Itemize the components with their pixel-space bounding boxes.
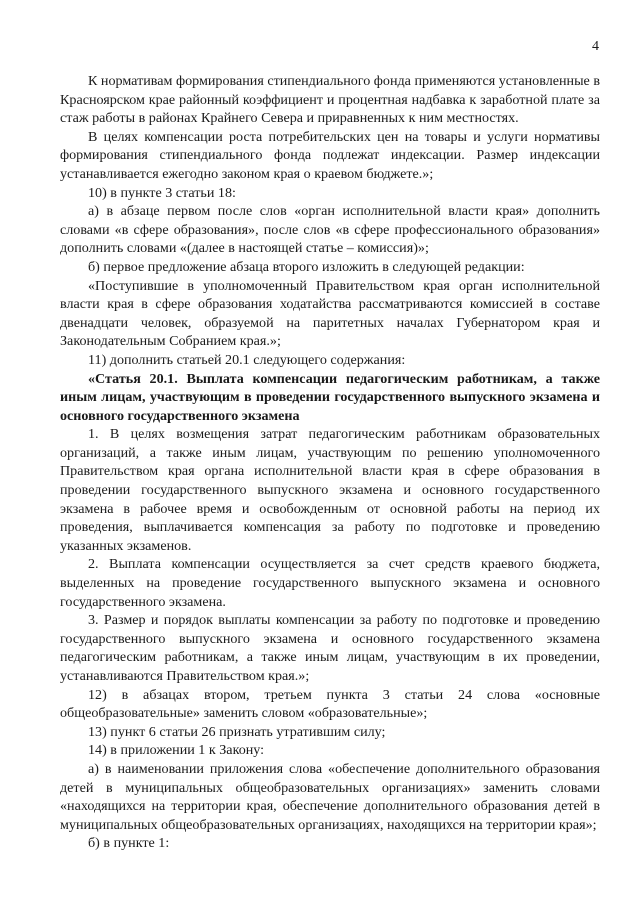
paragraph: 2. Выплата компенсации осуществляется за счет средств краевого бюджета, выделенных на проведение государственного выпускного экзамена и основного государственного экзамена. [60, 556, 600, 610]
paragraph: 13) пункт 6 статьи 26 признать утратившим силу; [88, 723, 386, 740]
paragraph: б) первое предложение абзаца второго изложить в следующей редакции: [88, 258, 525, 275]
paragraph: 10) в пункте 3 статьи 18: [88, 184, 236, 201]
document-body [60, 72, 600, 853]
page-number: 4 [592, 39, 599, 54]
paragraph: В целях компенсации роста потребительских цен на товары и услуги нормативы формирования стипендиального фонда подлежат индексации. Размер индексации устанавливается ежегодно законом края о краевом бюджете.»; [60, 128, 600, 182]
paragraph: «Поступившие в уполномоченный Правительством края орган исполнительной власти края в сфере образования ходатайства рассматриваются комиссией в составе двенадцати человек, образуемой на паритетных началах Губернатором края и Законодательным Собранием края.»; [60, 277, 600, 350]
paragraph: 14) в приложении 1 к Закону: [88, 742, 265, 759]
article-heading: «Статья 20.1. Выплата компенсации педагогическим работникам, а также иным лицам, участвующим в проведении государственного выпускного экзамена и основного государственного экзамена [60, 370, 600, 424]
paragraph: а) в наименовании приложения слова «обеспечение дополнительного образования детей в муниципальных общеобразовательных организациях» заменить словами «находящихся на территории края, обеспечение дополнительного образования детей в муниципальных общеобразовательных организациях, находящихся на территории края»; [60, 760, 600, 833]
paragraph: б) в пункте 1: [88, 835, 170, 852]
paragraph: 1. В целях возмещения затрат педагогическим работникам образовательных организаций, а также иным лицам, участвующим по решению уполномоченного Правительством края органа исполнительной власти края в сфере образования в проведении государственного выпускного экзамена и основного государственного экзамена в рабочее время и освобожденным от основной работы на период их проведения, выплачивается компенсация за работу по подготовке и проведению указанных экзаменов. [60, 426, 600, 554]
paragraph: 3. Размер и порядок выплаты компенсации за работу по подготовке и проведению государственного выпускного экзамена и основного государственного экзамена педагогическим работникам, а также иным лицам, участвующим в их проведении, устанавливаются Правительством края.»; [60, 612, 600, 684]
paragraph: К нормативам формирования стипендиального фонда применяются установленные в Красноярском крае районный коэффициент и процентная надбавка к заработной плате за стаж работы в районах Крайнего Севера и приравненных к ним местностях. [60, 73, 600, 127]
paragraph: а) в абзаце первом после слов «орган исполнительной власти края» дополнить словами «в сфере образования», после слов «в сфере профессионального образования» дополнить словами «(далее в настоящей статье – комиссия)»; [60, 203, 600, 257]
paragraph: 11) дополнить статьей 20.1 следующего содержания: [88, 351, 406, 368]
paragraph: 12) в абзацах втором, третьем пункта 3 статьи 24 слова «основные общеобразовательные» заменить словом «образовательные»; [60, 686, 600, 722]
